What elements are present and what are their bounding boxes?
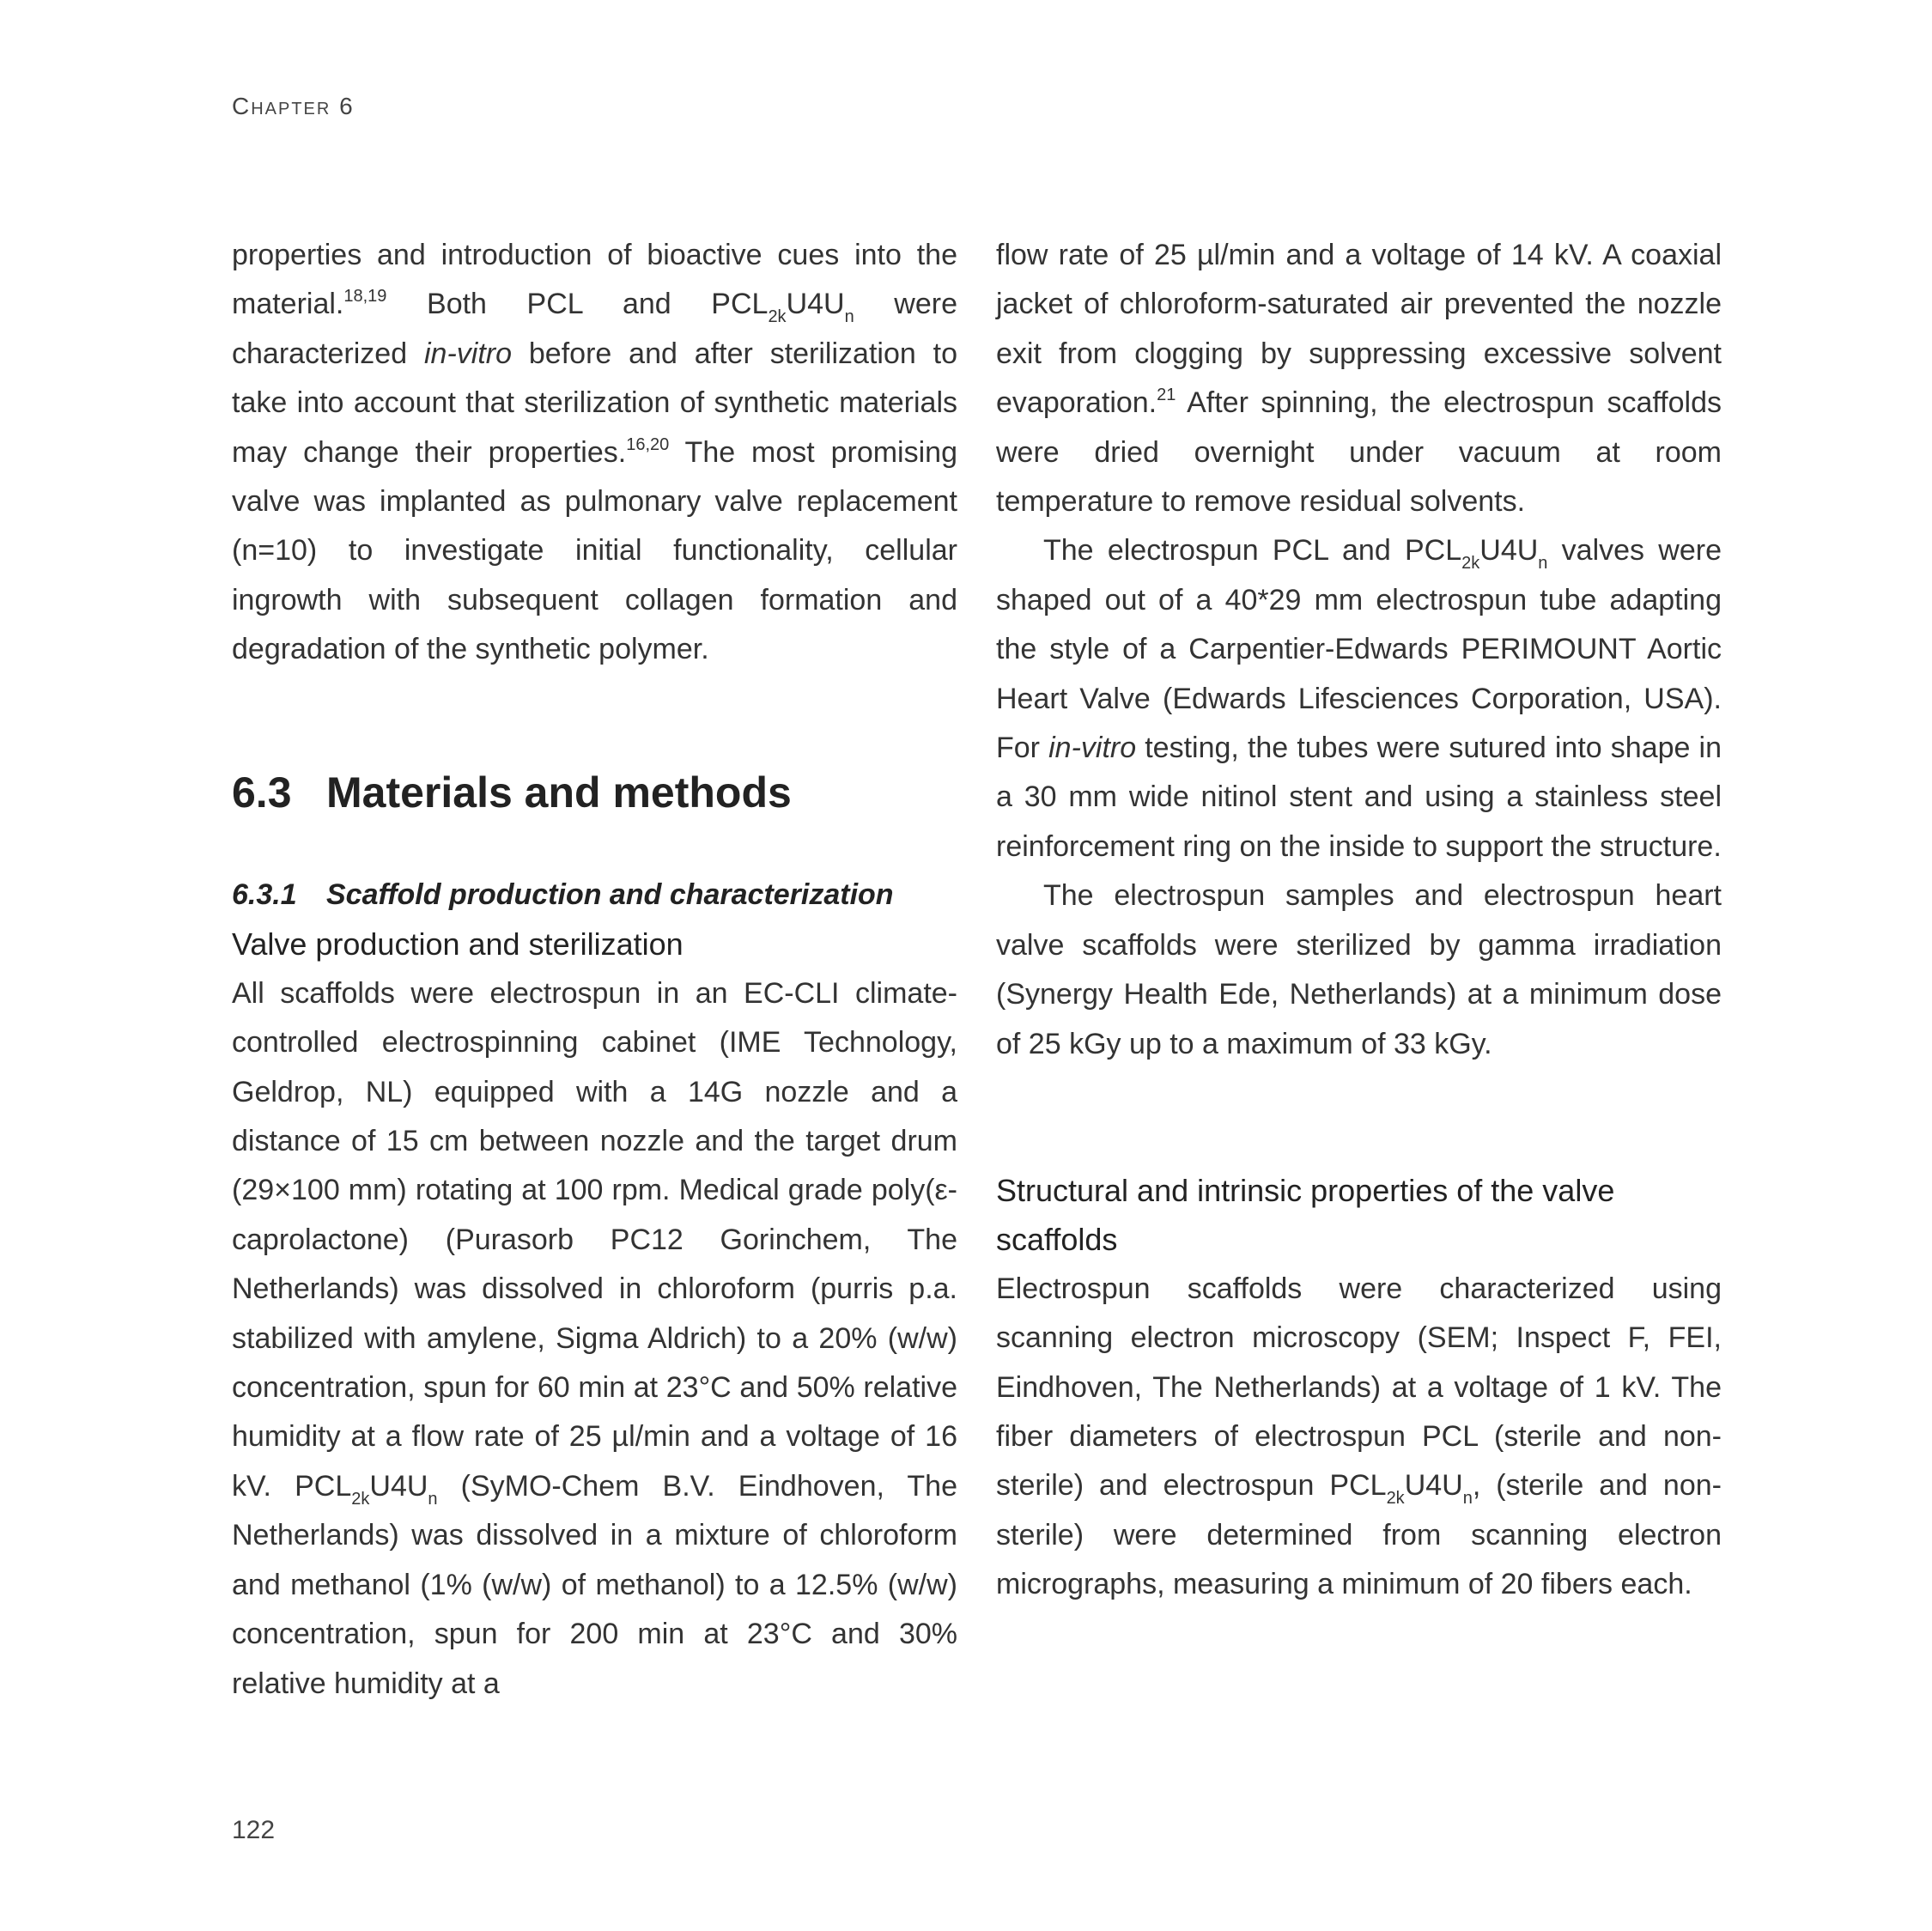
text-run: valves were shaped out of a 40*29 mm electrospun tube adapting the style of a Carpentier-Edwards PERIMOUNT Aortic Heart Valve (Edwards Lifesciences Corporation, USA). For: [996, 534, 1722, 765]
text-run: The electrospun samples and electrospun heart valve scaffolds were sterilized by gamma irradiation (Synergy Health Ede, Netherlands) at a minimum dose of 25 kGy up to a maximum of 33 kGy.: [996, 879, 1722, 1060]
subscript: n: [844, 307, 854, 327]
text-run: in-vitro: [1048, 732, 1137, 765]
subsection-heading: [232, 871, 957, 920]
subscript: n: [428, 1489, 438, 1509]
subscript: 2k: [1386, 1489, 1405, 1509]
section-heading: [232, 762, 792, 823]
section-title: Materials and methods: [326, 768, 792, 817]
subscript: 2k: [768, 307, 787, 327]
text-run: U4U: [369, 1469, 428, 1503]
text-run: were characterized: [232, 288, 957, 370]
running-header: Chapter 6: [232, 93, 355, 119]
page-number: 122: [232, 1816, 276, 1844]
text-run: The most promising valve was implanted as pulmonary valve replacement (n=10) to investigate initial functionality, cellular ingrowth with subsequent collagen formation and degradation of the synthetic polymer.: [232, 435, 957, 666]
citation-superscript: 16,20: [626, 434, 670, 454]
text-run: (SyMO-Chem B.V. Eindhoven, The Netherlands) was dissolved in a mixture of chloroform and methanol (1% (w/w) of methanol) to a 12.5% (w/w) concentration, spun for 200 min at 23°C and 30% relative humidity at a: [232, 1469, 957, 1700]
subsection-title: Scaffold production and characterization: [326, 878, 894, 911]
paragraph-shaping: [996, 526, 1722, 871]
paragraph-intro: [232, 231, 957, 675]
text-run: Both PCL and PCL: [386, 288, 769, 321]
left-column-body: [232, 871, 957, 1709]
paragraph-structural: [996, 1265, 1722, 1610]
subscript: 2k: [351, 1489, 370, 1509]
text-run: testing, the tubes were sutured into shape in a 30 mm wide nitinol stent and using a stainless steel reinforcement ring on the inside to support the structure.: [996, 732, 1722, 863]
left-column-top: [232, 231, 957, 675]
text-run: , (sterile and non-sterile) were determined from scanning electron micrographs, measuring a minimum of 20 fibers each.: [996, 1469, 1722, 1601]
paragraph-production-cont: [996, 231, 1722, 526]
text-run: properties and introduction of bioactive cues into the material.: [232, 239, 957, 321]
text-run: Electrospun scaffolds were characterized using scanning electron microscopy (SEM; Inspect F, FEI, Eindhoven, The Netherlands) at a voltage of 1 kV. The fiber diameters of electrospun PCL (sterile and non-sterile) and electrospun PCL: [996, 1272, 1722, 1503]
citation-superscript: 18,19: [343, 287, 387, 307]
subscript: 2k: [1461, 554, 1480, 574]
text-run: in-vitro: [423, 337, 513, 370]
text-run: All scaffolds were electrospun in an EC-CLI climate-controlled electrospinning cabinet (IME Technology, Geldrop, NL) equipped with a 14G nozzle and a distance of 15 cm between nozzle and the target drum (29×100 mm) rotating at 100 rpm. Medical grade poly(ε-caprolactone) (Purasorb PC12 Gorinchem, The Netherlands) was dissolved in chloroform (purris p.a. stabilized with amylene, Sigma Aldrich) to a 20% (w/w) concentration, spun for 60 min at 23°C and 50% relative humidity at a flow rate of 25 µl/min and a voltage of 16 kV. PCL: [232, 976, 957, 1503]
text-run: flow rate of 25 µl/min and a voltage of 14 kV. A coaxial jacket of chloroform-saturated air prevented the nozzle exit from clogging by suppressing excessive solvent evaporation.: [996, 239, 1722, 420]
paragraph-sterilization: [996, 871, 1722, 1069]
subsection-number: 6.3.1: [232, 878, 297, 911]
subheading-structural: Structural and intrinsic properties of the valve scaffolds: [996, 1173, 1615, 1258]
text-run: U4U: [1404, 1469, 1463, 1503]
subscript: n: [1462, 1489, 1473, 1509]
text-run: After spinning, the electrospun scaffolds were dried overnight under vacuum at room temperature to remove residual solvents.: [996, 386, 1722, 519]
text-run: before and after sterilization to take into account that sterilization of synthetic materials may change their properties.: [232, 337, 957, 469]
text-run: The electrospun PCL and PCL: [1043, 534, 1462, 568]
citation-superscript: 21: [1157, 386, 1176, 405]
section-number: 6.3: [232, 768, 292, 817]
subscript: n: [1538, 554, 1548, 574]
text-run: U4U: [786, 288, 845, 321]
right-column-top: [996, 231, 1722, 1069]
paragraph-production: [232, 969, 957, 1709]
right-column-body: [996, 1166, 1722, 1610]
text-run: U4U: [1479, 534, 1539, 568]
subheading-valve-production: Valve production and sterilization: [232, 926, 683, 962]
